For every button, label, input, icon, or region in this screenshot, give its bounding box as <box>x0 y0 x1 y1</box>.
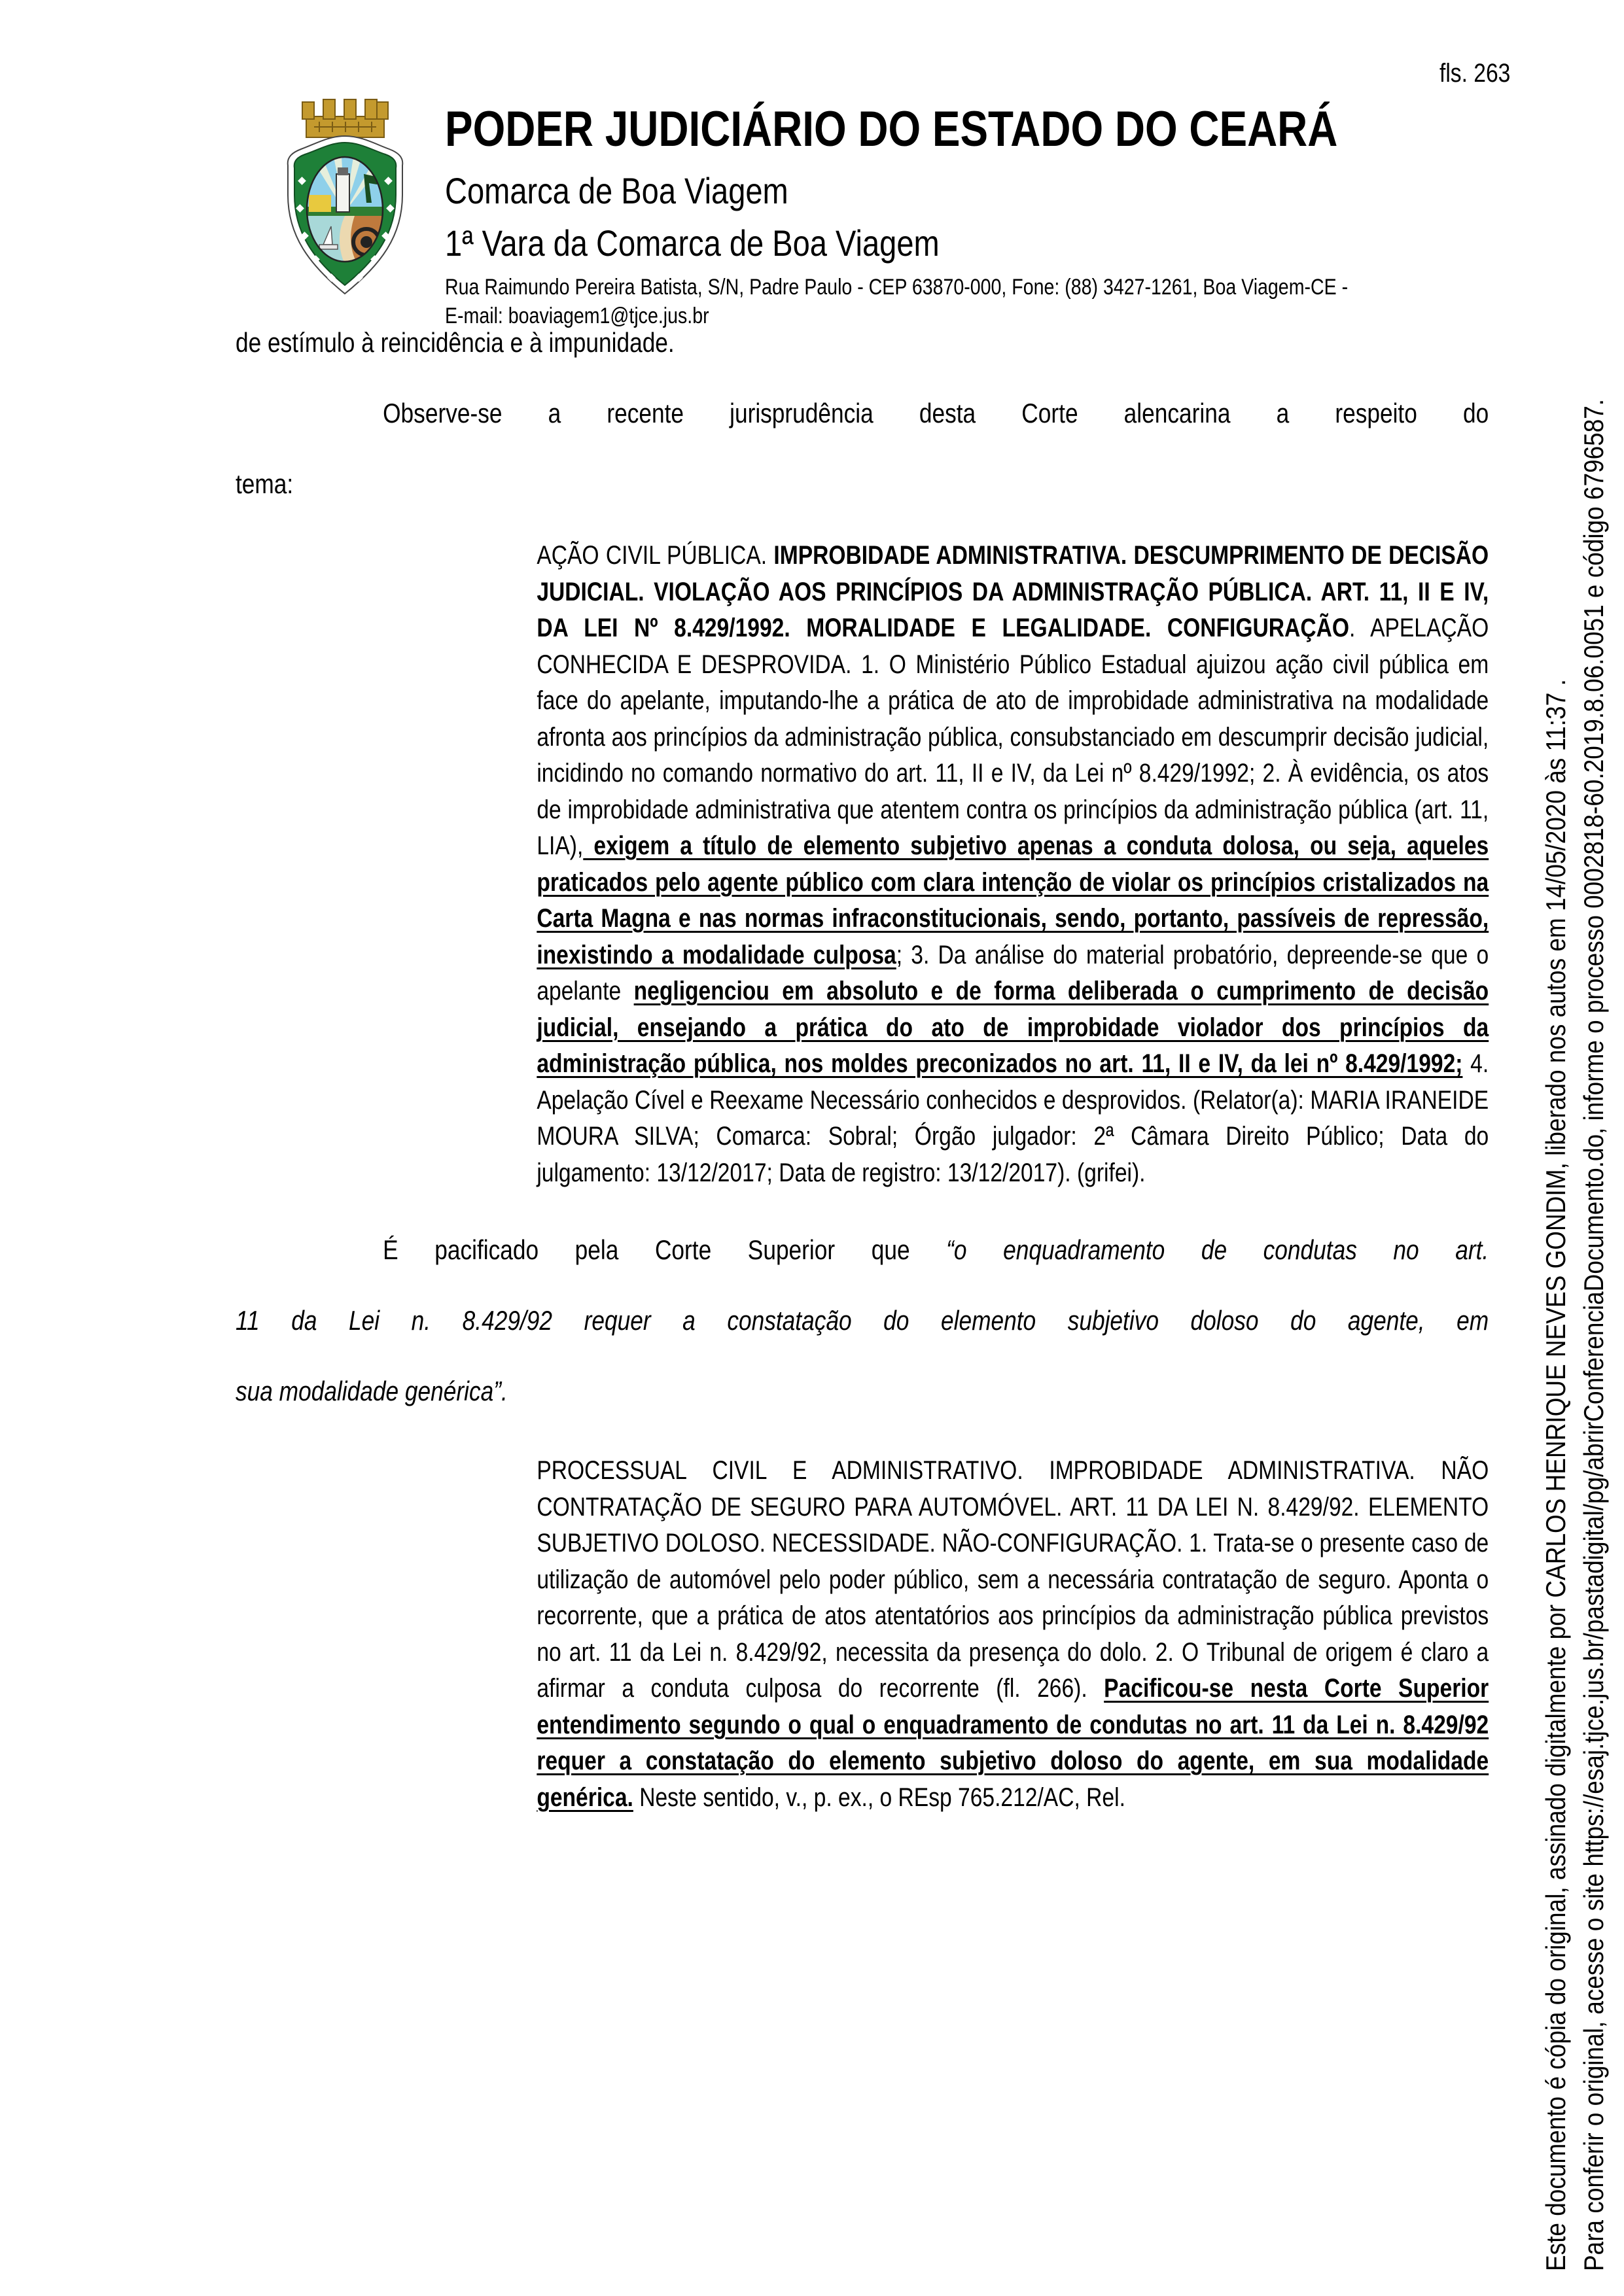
address-line: Rua Raimundo Pereira Batista, S/N, Padre Paulo - CEP 63870-000, Fone: (88) 3427-1261, Boa Viagem-CE - <box>445 275 1349 300</box>
letterhead <box>445 103 1572 330</box>
quote-line-1: É pacificado pela Corte Superior que “o enquadramento de condutas no art. <box>383 1234 1489 1265</box>
court-title: PODER JUDICIÁRIO DO ESTADO DO CEARÁ <box>445 101 1338 157</box>
digital-signature-note: Este documento é cópia do original, assinado digitalmente por CARLOS HENRIQUE NEVES GONDIM, liberado nos autos em 14/05/2020 às 11:37 . <box>1540 679 1571 2271</box>
citation-block-1: AÇÃO CIVIL PÚBLICA. IMPROBIDADE ADMINISTRATIVA. DESCUMPRIMENTO DE DECISÃO JUDICIAL. VIOLAÇÃO AOS PRINCÍPIOS DA ADMINISTRAÇÃO PÚBLICA. ART. 11, II E IV, DA LEI Nº 8.429/1992. MORALIDADE E LEGALIDADE. CONFIGURAÇÃO. APELAÇÃO CONHECIDA E DESPROVIDA. 1. O Ministério Público Estadual ajuizou ação civil pública em face do apelante, imputando-lhe a prática de ato de improbidade administrativa na modalidade afronta aos princípios da administração pública, consubstanciado em descumprir decisão judicial, incidindo no comando normativo do art. 11, II e IV, da Lei nº 8.429/1992; 2. À evidência, os atos de improbidade administrativa que atentem contra os princípios da administração pública (art. 11, LIA), exigem a título de elemento subjetivo apenas a conduta dolosa, ou seja, aqueles praticados pelo agente público com clara intenção de violar os princípios cristalizados na Carta Magna e nas normas infraconstitucionais, sendo, portanto, passíveis de repressão, inexistindo a modalidade culposa; 3. Da análise do material probatório, depreende-se que o apelante negligenciou em absoluto e de forma deliberada o cumprimento de decisão judicial, ensejando a prática do ato de improbidade violador dos princípios da administração pública, nos moldes preconizados no art. 11, II e IV, da lei nº 8.429/1992; 4. Apelação Cível e Reexame Necessário conhecidos e desprovidos. (Relator(a): MARIA IRANEIDE MOURA SILVA; Comarca: Sobral; Órgão julgador: 2ª Câmara Direito Público; Data do julgamento: 13/12/2017; Data de registro: 13/12/2017). (grifei). <box>537 541 1489 1187</box>
quote-line-2: 11 da Lei n. 8.429/92 requer a constatação do elemento subjetivo doloso do agente, em <box>236 1305 1489 1336</box>
vara-line: 1ª Vara da Comarca de Boa Viagem <box>445 222 940 264</box>
page-number: fls. 263 <box>1439 59 1511 88</box>
crown <box>302 99 388 137</box>
comarca-line: Comarca de Boa Viagem <box>445 170 788 211</box>
ceara-coat-of-arms-icon <box>268 97 422 296</box>
document-body <box>236 307 1489 1816</box>
quote-paragraph <box>236 1215 1489 1427</box>
verification-note: Para conferir o original, acesse o site https://esaj.tjce.jus.br/pastadigital/pg/abrirConferenciaDocumento.do, informe o processo 0002818-60.2019.8.06.0051 e código 6796587. <box>1578 398 1609 2271</box>
email-line: E-mail: boaviagem1@tjce.jus.br <box>445 304 709 328</box>
paragraph-observe-line2: tema: <box>236 468 294 499</box>
quote-line-3: sua modalidade genérica”. <box>236 1376 508 1406</box>
paragraph-observe-line1: Observe-se a recente jurisprudência desta Corte alencarina a respeito do <box>383 398 1489 428</box>
paragraph-impunidade: de estímulo à reincidência e à impunidade. <box>236 327 675 358</box>
citation-block-2: PROCESSUAL CIVIL E ADMINISTRATIVO. IMPROBIDADE ADMINISTRATIVA. NÃO CONTRATAÇÃO DE SEGURO PARA AUTOMÓVEL. ART. 11 DA LEI N. 8.429/92. ELEMENTO SUBJETIVO DOLOSO. NECESSIDADE. NÃO-CONFIGURAÇÃO. 1. Trata-se o presente caso de utilização de automóvel pelo poder público, sem a necessária contratação de seguro. Aponta o recorrente, que a prática de atos atentatórios aos princípios da administração pública previstos no art. 11 da Lei n. 8.429/92, necessita da presença do dolo. 2. O Tribunal de origem é claro a afirmar a conduta culposa do recorrente (fl. 266). Pacificou-se nesta Corte Superior entendimento segundo o qual o enquadramento de condutas no art. 11 da Lei n. 8.429/92 requer a constatação do elemento subjetivo doloso do agente, em sua modalidade genérica. Neste sentido, v., p. ex., o REsp 765.212/AC, Rel. <box>537 1456 1489 1812</box>
